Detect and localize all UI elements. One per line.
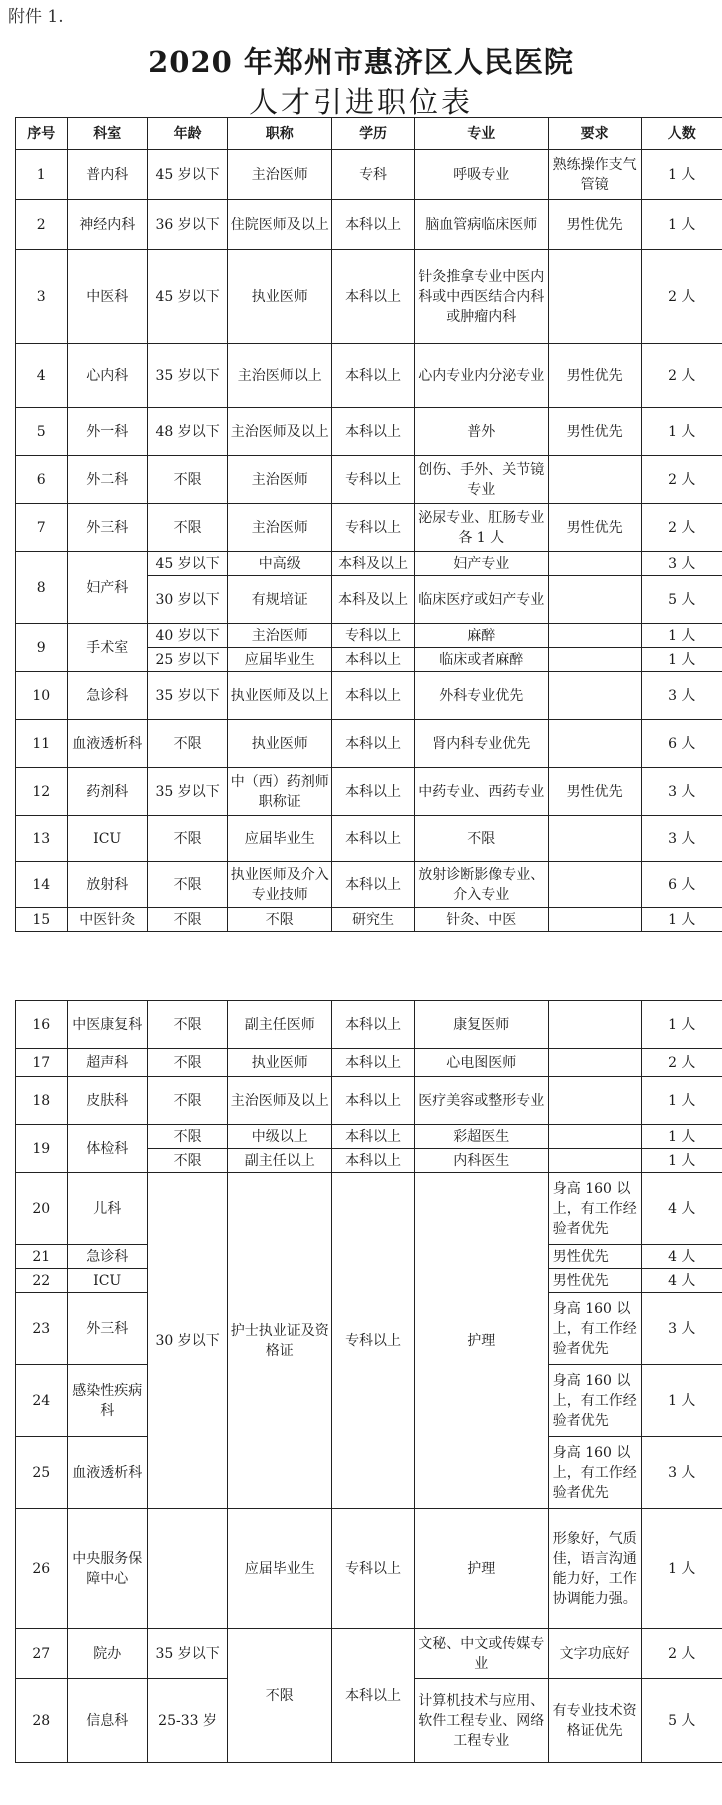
cell-age-empty <box>147 1509 227 1629</box>
document-title: 2020 年郑州市惠济区人民医院 <box>148 45 574 79</box>
cell-num: 2 人 <box>641 504 722 552</box>
cell-num: 3 人 <box>641 768 722 816</box>
cell-major: 外科专业优先 <box>414 672 548 720</box>
cell-dept: 外三科 <box>67 504 147 552</box>
cell-num: 2 人 <box>641 456 722 504</box>
cell-dept: 放射科 <box>67 862 147 908</box>
cell-edu: 本科以上 <box>332 200 414 250</box>
cell-num: 3 人 <box>641 1293 722 1365</box>
cell-req <box>548 720 641 768</box>
cell-req <box>548 672 641 720</box>
cell-age: 不限 <box>147 456 227 504</box>
cell-edu: 本科及以上 <box>332 576 414 624</box>
cell-dept: 神经内科 <box>67 200 147 250</box>
cell-age: 不限 <box>147 862 227 908</box>
cell-title: 执业医师及介入专业技师 <box>228 862 332 908</box>
cell-req: 身高 160 以上，有工作经验者优先 <box>548 1365 641 1437</box>
table-row <box>16 1077 722 1125</box>
cell-edu: 本科以上 <box>332 250 414 344</box>
cell-edu: 本科以上 <box>332 1049 414 1077</box>
cell-edu: 本科及以上 <box>332 552 414 576</box>
cell-major: 脑血管病临床医师 <box>414 200 548 250</box>
cell-num: 6 人 <box>641 862 722 908</box>
cell-major: 泌尿专业、肛肠专业各 1 人 <box>414 504 548 552</box>
cell-major: 针灸推拿专业中医内科或中西医结合内科或肿瘤内科 <box>414 250 548 344</box>
cell-req: 有专业技术资格证优先 <box>548 1679 641 1763</box>
table-row <box>16 720 722 768</box>
cell-dept: 血液透析科 <box>67 720 147 768</box>
cell-edu: 本科以上 <box>332 408 414 456</box>
cell-num: 2 人 <box>641 250 722 344</box>
cell-edu: 专科以上 <box>332 504 414 552</box>
cell-dept: 普内科 <box>67 150 147 200</box>
cell-num: 2 人 <box>641 1049 722 1077</box>
header-no: 序号 <box>16 118 68 150</box>
cell-title: 执业医师及以上 <box>228 672 332 720</box>
cell-req: 男性优先 <box>548 344 641 408</box>
cell-no: 10 <box>16 672 68 720</box>
cell-title: 主治医师及以上 <box>228 1077 332 1125</box>
cell-age: 不限 <box>147 816 227 862</box>
cell-title: 主治医师 <box>228 456 332 504</box>
cell-no: 6 <box>16 456 68 504</box>
cell-age-merged: 30 岁以下 <box>147 1173 227 1509</box>
cell-major: 康复医师 <box>414 1001 548 1049</box>
cell-age: 36 岁以下 <box>147 200 227 250</box>
cell-title: 执业医师 <box>228 720 332 768</box>
cell-no: 3 <box>16 250 68 344</box>
cell-age: 45 岁以下 <box>147 250 227 344</box>
cell-major: 放射诊断影像专业、介入专业 <box>414 862 548 908</box>
cell-req <box>548 576 641 624</box>
header-title: 职称 <box>228 118 332 150</box>
table-row <box>16 1509 722 1629</box>
cell-req: 男性优先 <box>548 1245 641 1269</box>
cell-num: 5 人 <box>641 1679 722 1763</box>
cell-age: 不限 <box>147 504 227 552</box>
cell-major: 创伤、手外、关节镜专业 <box>414 456 548 504</box>
cell-no: 5 <box>16 408 68 456</box>
cell-dept: 外三科 <box>67 1293 147 1365</box>
cell-title: 主治医师 <box>228 624 332 648</box>
cell-major: 临床或者麻醉 <box>414 648 548 672</box>
cell-edu: 本科以上 <box>332 1125 414 1149</box>
cell-no: 21 <box>16 1245 68 1269</box>
cell-title: 应届毕业生 <box>228 648 332 672</box>
cell-dept: 儿科 <box>67 1173 147 1245</box>
cell-title: 不限 <box>228 908 332 932</box>
cell-dept: 中医康复科 <box>67 1001 147 1049</box>
cell-major: 普外 <box>414 408 548 456</box>
cell-title: 主治医师 <box>228 150 332 200</box>
cell-edu: 专科以上 <box>332 624 414 648</box>
cell-no: 13 <box>16 816 68 862</box>
cell-edu-merged: 本科以上 <box>332 1629 414 1763</box>
cell-req <box>548 1077 641 1125</box>
cell-dept: 院办 <box>67 1629 147 1679</box>
cell-age: 不限 <box>147 1001 227 1049</box>
header-age: 年龄 <box>147 118 227 150</box>
cell-major: 心电图医师 <box>414 1049 548 1077</box>
cell-edu: 专科以上 <box>332 456 414 504</box>
cell-title: 有规培证 <box>228 576 332 624</box>
cell-num: 2 人 <box>641 344 722 408</box>
table-row <box>16 816 722 862</box>
cell-edu: 本科以上 <box>332 862 414 908</box>
cell-no: 11 <box>16 720 68 768</box>
header-edu: 学历 <box>332 118 414 150</box>
cell-age: 35 岁以下 <box>147 768 227 816</box>
cell-req: 身高 160 以上，有工作经验者优先 <box>548 1173 641 1245</box>
cell-req: 男性优先 <box>548 1269 641 1293</box>
cell-edu-merged: 专科以上 <box>332 1173 414 1509</box>
cell-major: 护理 <box>414 1509 548 1629</box>
cell-req: 男性优先 <box>548 408 641 456</box>
cell-dept: 手术室 <box>67 624 147 672</box>
cell-no: 23 <box>16 1293 68 1365</box>
cell-no: 24 <box>16 1365 68 1437</box>
cell-major: 医疗美容或整形专业 <box>414 1077 548 1125</box>
cell-dept: 药剂科 <box>67 768 147 816</box>
cell-num: 1 人 <box>641 200 722 250</box>
cell-title: 中（西）药剂师职称证 <box>228 768 332 816</box>
cell-no: 9 <box>16 624 68 672</box>
cell-dept: 皮肤科 <box>67 1077 147 1125</box>
cell-title: 执业医师 <box>228 250 332 344</box>
cell-num: 3 人 <box>641 672 722 720</box>
cell-title: 主治医师及以上 <box>228 408 332 456</box>
cell-dept: 中央服务保障中心 <box>67 1509 147 1629</box>
cell-title: 应届毕业生 <box>228 1509 332 1629</box>
cell-age: 25 岁以下 <box>147 648 227 672</box>
cell-age: 不限 <box>147 1049 227 1077</box>
cell-req <box>548 816 641 862</box>
cell-req: 男性优先 <box>548 200 641 250</box>
cell-title: 应届毕业生 <box>228 816 332 862</box>
cell-age: 不限 <box>147 1125 227 1149</box>
cell-age: 25-33 岁 <box>147 1679 227 1763</box>
cell-no: 12 <box>16 768 68 816</box>
table-row <box>16 408 722 456</box>
cell-edu: 研究生 <box>332 908 414 932</box>
positions-table-part-2 <box>15 1000 722 1763</box>
table-row <box>16 250 722 344</box>
cell-title: 主治医师以上 <box>228 344 332 408</box>
cell-major: 麻醉 <box>414 624 548 648</box>
cell-edu: 本科以上 <box>332 1001 414 1049</box>
table-row <box>16 908 722 932</box>
cell-age: 不限 <box>147 908 227 932</box>
cell-dept: 中医科 <box>67 250 147 344</box>
table-row <box>16 862 722 908</box>
cell-major: 计算机技术与应用、软件工程专业、网络工程专业 <box>414 1679 548 1763</box>
cell-dept: ICU <box>67 816 147 862</box>
cell-no: 27 <box>16 1629 68 1679</box>
cell-major: 肾内科专业优先 <box>414 720 548 768</box>
positions-table-part-1 <box>15 117 722 932</box>
cell-req <box>548 250 641 344</box>
cell-dept: ICU <box>67 1269 147 1293</box>
cell-req <box>548 1001 641 1049</box>
table-row <box>16 1173 722 1245</box>
cell-title: 中级以上 <box>228 1125 332 1149</box>
cell-num: 5 人 <box>641 576 722 624</box>
cell-req <box>548 624 641 648</box>
table-row <box>16 1049 722 1077</box>
cell-age: 35 岁以下 <box>147 672 227 720</box>
table-row <box>16 672 722 720</box>
document-subtitle: 人才引进职位表 <box>248 85 473 119</box>
cell-req <box>548 552 641 576</box>
cell-no: 2 <box>16 200 68 250</box>
cell-no: 19 <box>16 1125 68 1173</box>
cell-dept: 中医针灸 <box>67 908 147 932</box>
table-row <box>16 1125 722 1149</box>
cell-req: 身高 160 以上，有工作经验者优先 <box>548 1293 641 1365</box>
cell-no: 28 <box>16 1679 68 1763</box>
cell-num: 3 人 <box>641 1437 722 1509</box>
cell-title-merged: 不限 <box>228 1629 332 1763</box>
cell-age: 45 岁以下 <box>147 150 227 200</box>
header-num: 人数 <box>641 118 722 150</box>
cell-age: 不限 <box>147 1077 227 1125</box>
cell-dept: 妇产科 <box>67 552 147 624</box>
cell-req: 形象好，气质佳，语言沟通能力好，工作协调能力强。 <box>548 1509 641 1629</box>
cell-num: 1 人 <box>641 408 722 456</box>
cell-dept: 超声科 <box>67 1049 147 1077</box>
cell-age: 45 岁以下 <box>147 552 227 576</box>
cell-title-merged: 护士执业证及资格证 <box>228 1173 332 1509</box>
cell-age: 30 岁以下 <box>147 576 227 624</box>
cell-num: 1 人 <box>641 1077 722 1125</box>
cell-req: 熟练操作支气管镜 <box>548 150 641 200</box>
cell-no: 8 <box>16 552 68 624</box>
cell-req <box>548 1125 641 1149</box>
cell-age: 不限 <box>147 1149 227 1173</box>
cell-major: 中药专业、西药专业 <box>414 768 548 816</box>
cell-no: 26 <box>16 1509 68 1629</box>
cell-no: 16 <box>16 1001 68 1049</box>
cell-major: 呼吸专业 <box>414 150 548 200</box>
cell-edu: 专科 <box>332 150 414 200</box>
cell-dept: 信息科 <box>67 1679 147 1763</box>
cell-num: 3 人 <box>641 816 722 862</box>
cell-age: 35 岁以下 <box>147 1629 227 1679</box>
table-row <box>16 1629 722 1679</box>
cell-num: 4 人 <box>641 1245 722 1269</box>
cell-num: 1 人 <box>641 624 722 648</box>
cell-edu: 本科以上 <box>332 720 414 768</box>
cell-edu: 本科以上 <box>332 648 414 672</box>
cell-req <box>548 648 641 672</box>
cell-age: 48 岁以下 <box>147 408 227 456</box>
cell-dept: 体检科 <box>67 1125 147 1173</box>
cell-age: 35 岁以下 <box>147 344 227 408</box>
cell-no: 17 <box>16 1049 68 1077</box>
attachment-label: 附件 1. <box>8 7 64 27</box>
cell-edu: 本科以上 <box>332 672 414 720</box>
cell-dept: 外二科 <box>67 456 147 504</box>
cell-req <box>548 1049 641 1077</box>
cell-num: 3 人 <box>641 552 722 576</box>
cell-num: 4 人 <box>641 1173 722 1245</box>
cell-edu: 本科以上 <box>332 1077 414 1125</box>
table-row <box>16 1001 722 1049</box>
cell-dept: 外一科 <box>67 408 147 456</box>
cell-title: 副主任医师 <box>228 1001 332 1049</box>
cell-num: 6 人 <box>641 720 722 768</box>
cell-no: 22 <box>16 1269 68 1293</box>
cell-no: 15 <box>16 908 68 932</box>
cell-num: 4 人 <box>641 1269 722 1293</box>
header-row <box>16 118 722 150</box>
table-row <box>16 624 722 648</box>
table-row <box>16 150 722 200</box>
table-row <box>16 344 722 408</box>
cell-num: 1 人 <box>641 1149 722 1173</box>
cell-no: 4 <box>16 344 68 408</box>
cell-no: 1 <box>16 150 68 200</box>
cell-num: 1 人 <box>641 150 722 200</box>
cell-title: 住院医师及以上 <box>228 200 332 250</box>
table-row <box>16 504 722 552</box>
cell-req: 男性优先 <box>548 768 641 816</box>
cell-major: 文秘、中文或传媒专业 <box>414 1629 548 1679</box>
cell-major: 临床医疗或妇产专业 <box>414 576 548 624</box>
cell-num: 1 人 <box>641 1001 722 1049</box>
cell-req <box>548 456 641 504</box>
cell-dept: 急诊科 <box>67 1245 147 1269</box>
cell-dept: 血液透析科 <box>67 1437 147 1509</box>
cell-edu: 专科以上 <box>332 1509 414 1629</box>
cell-age: 40 岁以下 <box>147 624 227 648</box>
cell-req: 文字功底好 <box>548 1629 641 1679</box>
cell-major: 彩超医生 <box>414 1125 548 1149</box>
cell-dept: 感染性疾病科 <box>67 1365 147 1437</box>
cell-title: 副主任以上 <box>228 1149 332 1173</box>
table-row <box>16 456 722 504</box>
cell-edu: 本科以上 <box>332 768 414 816</box>
cell-edu: 本科以上 <box>332 816 414 862</box>
cell-major: 妇产专业 <box>414 552 548 576</box>
cell-num: 2 人 <box>641 1629 722 1679</box>
cell-num: 1 人 <box>641 1509 722 1629</box>
cell-num: 1 人 <box>641 1365 722 1437</box>
cell-num: 1 人 <box>641 648 722 672</box>
cell-edu: 本科以上 <box>332 1149 414 1173</box>
cell-age: 不限 <box>147 720 227 768</box>
header-req: 要求 <box>548 118 641 150</box>
cell-title: 执业医师 <box>228 1049 332 1077</box>
cell-major: 不限 <box>414 816 548 862</box>
cell-req <box>548 862 641 908</box>
cell-no: 20 <box>16 1173 68 1245</box>
table-row <box>16 768 722 816</box>
cell-dept: 心内科 <box>67 344 147 408</box>
cell-major-merged: 护理 <box>414 1173 548 1509</box>
table-row <box>16 200 722 250</box>
cell-req: 男性优先 <box>548 504 641 552</box>
table-row <box>16 552 722 576</box>
cell-no: 14 <box>16 862 68 908</box>
cell-req <box>548 1149 641 1173</box>
header-dept: 科室 <box>67 118 147 150</box>
cell-req: 身高 160 以上，有工作经验者优先 <box>548 1437 641 1509</box>
cell-title: 主治医师 <box>228 504 332 552</box>
cell-no: 18 <box>16 1077 68 1125</box>
cell-major: 内科医生 <box>414 1149 548 1173</box>
cell-num: 1 人 <box>641 908 722 932</box>
cell-no: 25 <box>16 1437 68 1509</box>
cell-req <box>548 908 641 932</box>
header-major: 专业 <box>414 118 548 150</box>
cell-dept: 急诊科 <box>67 672 147 720</box>
cell-no: 7 <box>16 504 68 552</box>
cell-num: 1 人 <box>641 1125 722 1149</box>
cell-major: 心内专业内分泌专业 <box>414 344 548 408</box>
cell-title: 中高级 <box>228 552 332 576</box>
cell-edu: 本科以上 <box>332 344 414 408</box>
cell-major: 针灸、中医 <box>414 908 548 932</box>
